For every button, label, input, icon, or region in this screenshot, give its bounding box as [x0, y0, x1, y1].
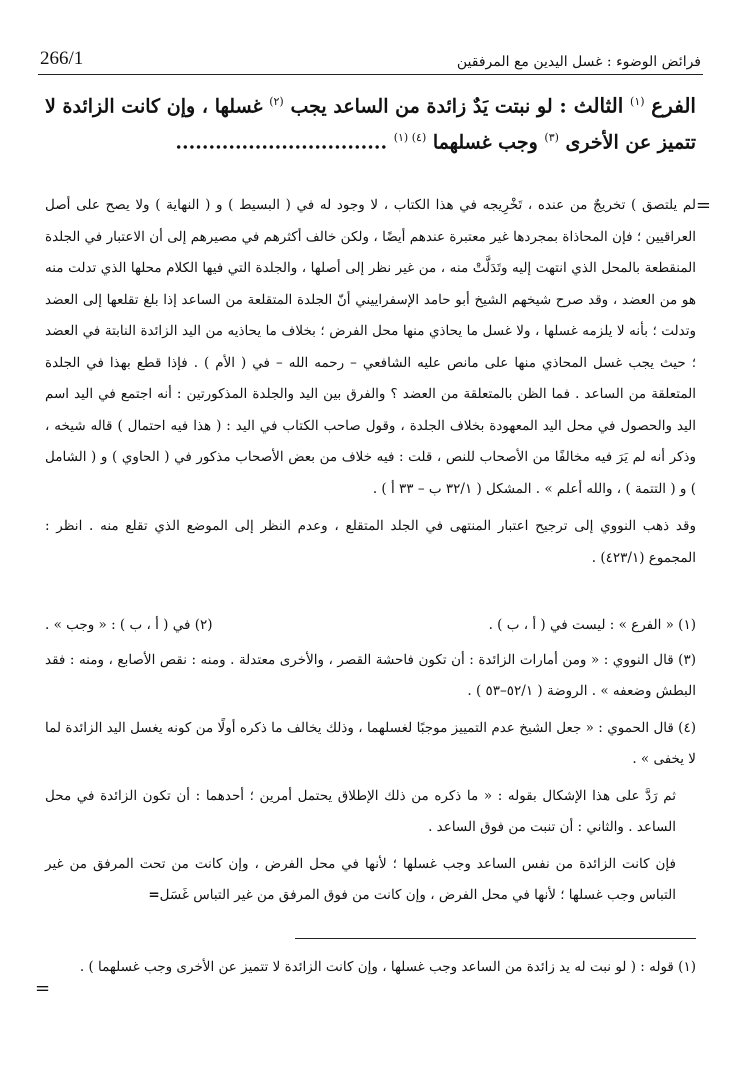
- main-text-part: وجب غسلهما: [432, 131, 538, 154]
- running-header: [40, 40, 701, 70]
- footnote: (١) قوله : ( لو نبت له يد زائدة من الساعد وجب غسلها ، وإن كانت الزائدة لا تتميز عن الأخرى وجب غسلهما ) .: [79, 959, 696, 975]
- note-4: (٤) قال الحموي : « جعل الشيخ عدم التمييز موجبًا لغسلهما ، وذلك يخالف ما ذكره أولًا من كونه يغسل اليد الزائدة لما لا يخفى » .: [45, 720, 696, 767]
- footnote-marker: (١): [630, 95, 645, 108]
- commentary-paragraph: وقد ذهب النووي إلى ترجيح اعتبار المنتهى في الجلد المتقلع ، وعدم النظر إلى الموضع الذي تقلع منه . انظر : المجموع (٤٢٣/١) .: [45, 518, 696, 566]
- continuation-mark: =: [35, 978, 51, 999]
- notes-block: [45, 610, 696, 917]
- header-rule: [38, 74, 703, 75]
- footnote-marker: (٣): [544, 131, 559, 145]
- page-number: 266/1: [40, 48, 84, 69]
- running-title: فرائض الوضوء : غسل اليدين مع المرفقين: [456, 54, 701, 70]
- branch-number: الثالث :: [559, 93, 624, 118]
- main-text-part: لو نبتت يَدٌ زائدة من الساعد يجب: [290, 95, 553, 118]
- note-4-continued-2: [45, 849, 696, 911]
- branch-label: الفرع: [651, 93, 696, 118]
- note-4-continued: ثم رَدَّ على هذا الإشكال بقوله : « ما ذكره من ذلك الإطلاق يحتمل أمرين ؛ أحدهما : أن تكون الزائدة في محل الساعد . والثاني : أن تنبت من فوق الساعد .: [45, 788, 676, 835]
- ellipsis-dots: ................................: [175, 131, 388, 154]
- commentary-paragraph: لم يلتصق ) تخريجٌ من عنده ، تَخْرِيجه في هذا الكتاب ، لا وجود له في ( البسيط ) و ( النهاية ) ولا يصح على أصل العراقيين ؛ فإن المحاذاة بمجردها غير معتبرة عندهم أيضًا ، ولكن خالف أكثرهم في مصيرهم إلى أن الاعتبار في الجلدة المنقطعة بالمحل الذي انتهت إليه وتَدَلَّتْ منه ، من غير نظر إلى أصلها ، والجلدة التي فيها الكلام محلها الذي تدلت منه هو من العضد ، وقد صرح شيخهم الشيخ أبو حامد الإسفراييني أنّ الجلدة المتقلعة من الساعد إذا بلغ تقلعها إلى العضد وتدلت ؛ بأنه لا يلزمه غسلها ، ولا غسل ما يحاذي منها محل الفرض ؛ بخلاف ما يحاذيه من اليد الزائدة النابتة في العضد ؛ حيث يجب غسل المحاذي منها على مانص عليه الشافعي – رحمه الله – في ( الأم ) . فإذا قطع بهذا في الجلدة المتعلقة من الساعد . فما الظن بالمتعلقة من العضد ؟ والفرق بين اليد والجلدة المذكورتين : أنه اجتمع في اليد اسم اليد والحصول في محل اليد المعهودة بخلاف الجلدة ، وقول صاحب الكتاب في اليد : ( هذا فيه احتمال ) قاله شيخه ، وذكر أنه لم يَرَ فيه مخالفًا من الأصحاب للنص ، قلت : فيه خلاف من بعض الأصحاب مذكور في ( الحاوي ) و ( الشامل ) و ( التتمة ) ، والله أعلم » . المشكل ( ٣٢/١ ب – ٣٣ أ ) .: [45, 197, 696, 497]
- note-text: فإن كانت الزائدة من نفس الساعد وجب غسلها ؛ لأنها في محل الفرض ، وإن كانت من تحت المرفق من غير التباس وجب غسلها ؛ لأنها في محل الفرض ، وإن كانت من فوق المرفق من غير التباس غَسَل: [45, 856, 676, 903]
- note-2: (٢) في ( أ ، ب ) : « وجب » .: [45, 617, 213, 633]
- commentary-block: [45, 190, 696, 574]
- footnote-rule: [295, 938, 696, 939]
- continuation-mark: =: [695, 195, 711, 216]
- footnote-marker: (٤) (١): [393, 131, 427, 145]
- main-text-part: غسلها ، وإن كانت الزائدة لا تتميز عن الأخرى: [45, 95, 696, 154]
- note-1: (١) « الفرع » : ليست في ( أ ، ب ) .: [488, 617, 696, 633]
- notes-row: [45, 610, 696, 641]
- main-text: [45, 86, 696, 159]
- footnote-marker: (٢): [269, 95, 284, 108]
- continuation-mark: =: [148, 887, 160, 903]
- note-3: (٣) قال النووي : « ومن أمارات الزائدة : أن تكون فاحشة القصر ، والأخرى معتدلة . ومنه : نقص الأصابع ، ومنه : فقد البطش وضعفه » . الروضة ( ٥٢/١–٥٣ ) .: [45, 652, 696, 699]
